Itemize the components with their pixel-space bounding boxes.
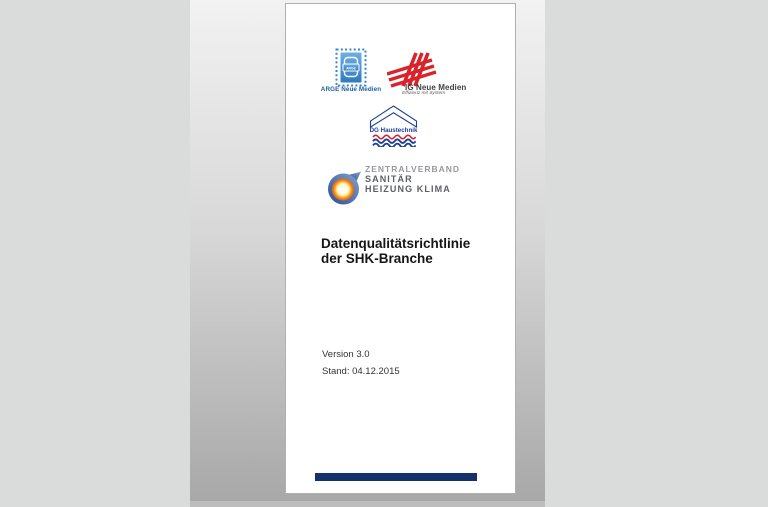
viewer-stage-edge xyxy=(190,501,545,507)
document-title-line1: Datenqualitätsrichtlinie xyxy=(321,236,471,251)
dg-waves-icon xyxy=(372,134,416,147)
document-title-line2: der SHK-Branche xyxy=(321,250,433,266)
ig-logo-label: IG Neue Medien xyxy=(405,83,467,92)
arge-logo-label: ARGE Neue Medien xyxy=(320,86,382,93)
footer-bar xyxy=(315,473,477,481)
document-cover-page xyxy=(285,3,516,494)
document-title xyxy=(321,237,491,266)
zvshk-line-sanitaer: SANITÄR xyxy=(365,174,413,184)
date-text: Stand: 04.12.2015 xyxy=(322,366,400,377)
arge-logo-icon xyxy=(334,48,368,88)
zvshk-logo-text xyxy=(365,164,485,194)
zvshk-line-heizung-klima: HEIZUNG KLIMA xyxy=(365,184,451,194)
zvshk-line-zentralverband: ZENTRALVERBAND xyxy=(365,164,461,174)
ig-logo-tagline: Effizienz mit System xyxy=(402,90,446,96)
dg-roof-icon xyxy=(369,105,418,128)
zvshk-ring-icon xyxy=(327,171,362,206)
version-text: Version 3.0 xyxy=(322,349,370,360)
arge-badge-text: ARGE xyxy=(346,66,356,71)
dg-logo-label: DG Haustechnik xyxy=(369,126,418,134)
